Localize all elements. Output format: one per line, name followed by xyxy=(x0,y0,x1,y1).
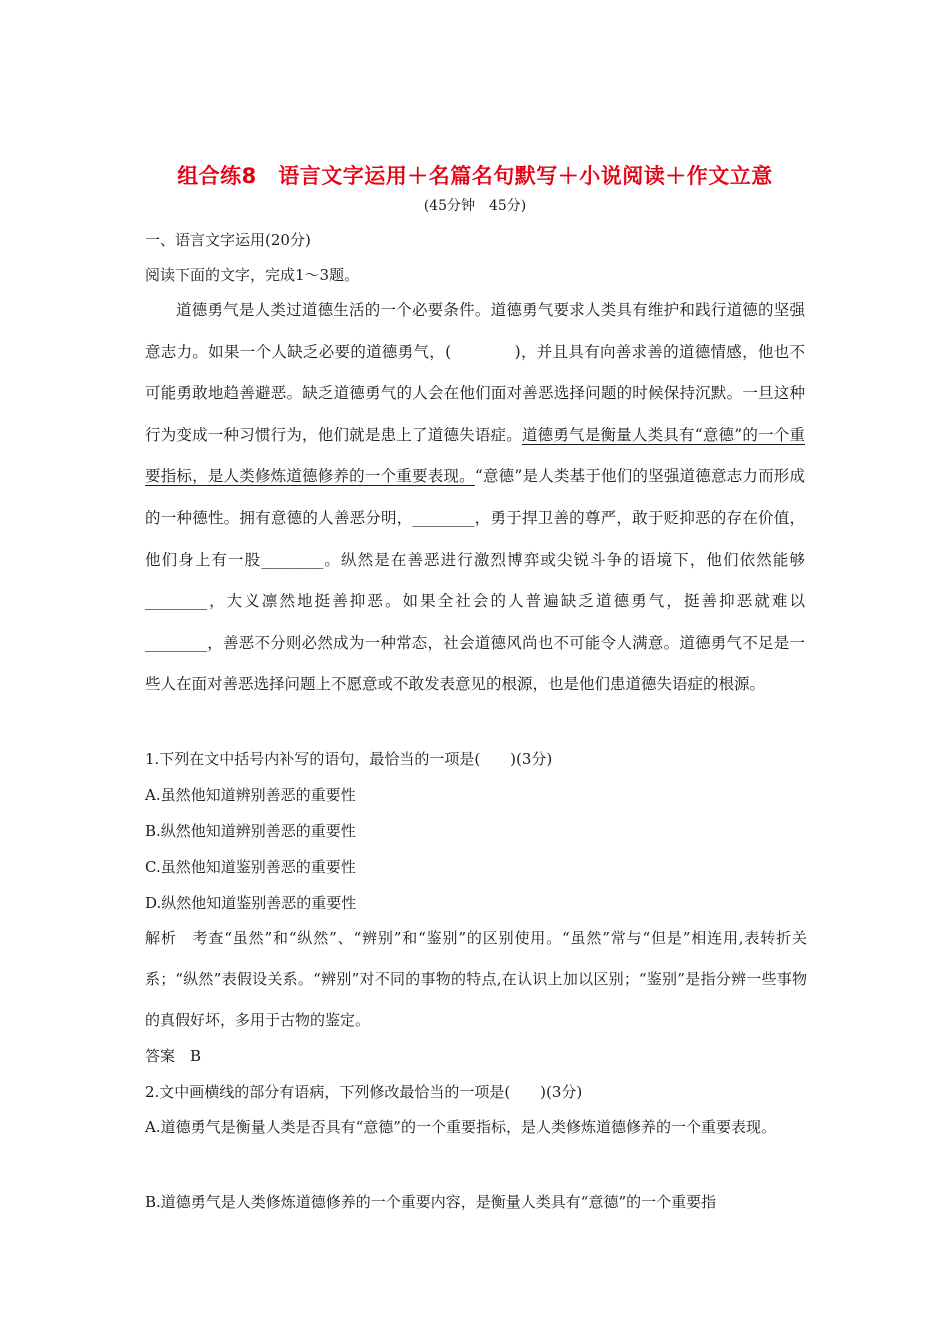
page-title: 组合练8 语言文字运用＋名篇名句默写＋小说阅读＋作文立意 xyxy=(177,164,773,188)
section-heading: 一、语言文字运用(20分) xyxy=(145,231,311,249)
question-1-option-a: A.虽然他知道辨别善恶的重要性 xyxy=(145,786,356,804)
passage-part-2: “意德”是人类基于他们的坚强道德意志力而形成的一种德性。拥有意德的人善恶分明，________，勇于捍卫善的尊严，敢于贬抑恶的存在价值，他们身上有一股________。纵然是在善恶进行激烈博弈或尖锐斗争的语境下，他们依然能够________，大义凛然地挺善抑恶。如果全社会的人普遍缺乏道德勇气，挺善抑恶就难以________，善恶不分则必然成为一种常态，社会道德风尚也不可能令人满意。道德勇气不足是一些人在面对善恶选择问题上不愿意或不敢发表意见的根源，也是他们患道德失语症的根源。 xyxy=(145,467,805,694)
question-2-stem: 2.文中画横线的部分有语病，下列修改最恰当的一项是( )(3分) xyxy=(145,1083,583,1101)
question-2-option-a: A.道德勇气是衡量人类是否具有“意德”的一个重要指标，是人类修炼道德修养的一个重要表现。 xyxy=(145,1118,776,1136)
question-1-option-b: B.纵然他知道辨别善恶的重要性 xyxy=(145,822,356,840)
question-1-answer: 答案 B xyxy=(145,1047,202,1065)
question-1-stem: 1.下列在文中括号内补写的语句，最恰当的一项是( )(3分) xyxy=(145,750,553,768)
question-2-option-b: B.道德勇气是人类修炼道德修养的一个重要内容，是衡量人类具有“意德”的一个重要指 xyxy=(145,1193,717,1211)
question-1-option-c: C.虽然他知道鉴别善恶的重要性 xyxy=(145,858,356,876)
question-1-option-d: D.纵然他知道鉴别善恶的重要性 xyxy=(145,894,357,912)
reading-instruction: 阅读下面的文字，完成1～3题。 xyxy=(145,266,360,284)
time-and-score: (45分钟 45分) xyxy=(423,198,527,214)
reading-passage xyxy=(145,290,805,706)
underlined-sentence: 道德勇气是衡量人类具有“意德”的一个重要指标，是人类修炼道德修养的一个重要表现。 xyxy=(145,425,805,486)
passage-part-1: 道德勇气是人类过道德生活的一个必要条件。道德勇气要求人类具有维护和践行道德的坚强意志力。如果一个人缺乏必要的道德勇气，( )，并且具有向善求善的道德情感，他也不可能勇敢地趋善避恶。缺乏道德勇气的人会在他们面对善恶选择问题的时候保持沉默。一旦这种行为变成一种习惯行为，他们就是患上了道德失语症。 xyxy=(145,301,805,444)
question-1-analysis: 解析 考查“虽然”和“纵然”、“辨别”和“鉴别”的区别使用。“虽然”常与“但是”相连用,表转折关系；“纵然”表假设关系。“辨别”对不同的事物的特点,在认识上加以区别；“鉴别”是指分辨一些事物的真假好坏，多用于古物的鉴定。 xyxy=(145,929,807,1029)
